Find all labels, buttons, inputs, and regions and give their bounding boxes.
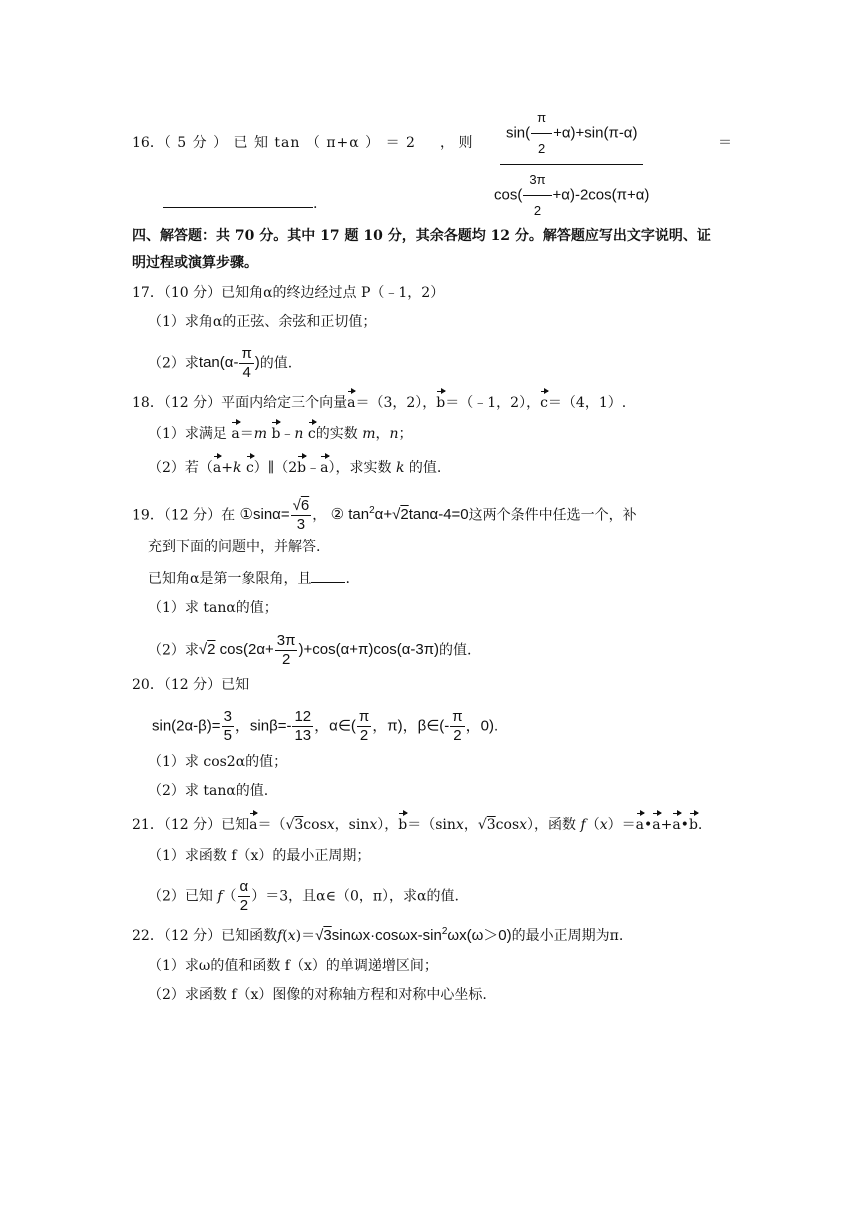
q17-part2: （2）求tan(α- $\frac{\pi}{4}$ )的值. xyxy=(148,345,293,381)
q20-part2: （2）求 tanα的值. xyxy=(148,783,269,799)
q16-then: ， 则 xyxy=(440,135,473,151)
q22-stem: 22．（12 分）已知函数$f(x)=√3\sin\omega x\cdot\cos\omega x-\sin^2\omega x(\omega>0)$的最小正周期为π. xyxy=(132,926,624,944)
q16-fraction xyxy=(487,103,656,226)
q21-part1: （1）求函数 f（x）的最小正周期； xyxy=(148,848,371,864)
q22-function-expression: $√3\sin\omega x\cdot\cos\omega x-\sin^2\omega x(\omega>0)$ xyxy=(315,926,512,944)
q16-stem-text: （ 5 分 ） 已 知 tan （ π+α ） ＝ 2 xyxy=(163,135,416,151)
q21-part2: （2）已知 f（ $\frac{\alpha}{2}$ ）＝3，且α∈（0，π），求α的值. xyxy=(148,878,459,914)
q22-part2: （2）求函数 f（x）图像的对称轴方程和对称中心坐标. xyxy=(148,987,487,1003)
q19-line2: 充到下面的问题中，并解答. xyxy=(148,539,321,555)
q16-stem xyxy=(132,133,416,153)
q17-part2-expression: tan(α- $\frac{\pi}{4}$ ) xyxy=(198,345,260,381)
q19-condition-1: ①sinα= $\frac{√6}{3}$ xyxy=(239,497,310,533)
q21-stem: 21．（12 分）已知a＝（√3cosx，sinx），b＝（sinx，√3cosx），函数 f（x）＝a•a+a•b. xyxy=(132,817,703,833)
q16-answer-blank: . xyxy=(163,193,317,214)
q19-part2: （2）求√2 cos(2α+ $\frac{3\pi}{2}$ )+cos(α+π)cos(α-3π)的值. xyxy=(148,632,472,668)
q17-part1: （1）求角α的正弦、余弦和正切值； xyxy=(148,314,377,330)
section4-heading-line1: 四、解答题：共 70 分。其中 17 题 10 分，其余各题均 12 分。解答题应写出文字说明、证 xyxy=(132,228,711,244)
q20-stem: 20．（12 分）已知 xyxy=(132,677,250,693)
q18-part2: （2）若（a+k c）∥（2b﹣a），求实数 k 的值. xyxy=(148,460,442,476)
q18-part1: （1）求满足 a＝m b﹣n c的实数 m，n； xyxy=(148,426,413,442)
q17-stem: 17．（10 分）已知角α的终边经过点 P（﹣1，2） xyxy=(132,285,445,301)
q19-part1: （1）求 tanα的值； xyxy=(148,600,278,616)
q16-fraction-numerator: sin( $\frac{\pi}{2}$ +α)+sin(π-α) xyxy=(500,103,644,165)
q22-part1: （1）求ω的值和函数 f（x）的单调递增区间； xyxy=(148,958,438,974)
q16-equals: ＝ xyxy=(718,135,732,151)
q19-part2-expression: √2 cos(2α+ $\frac{3\pi}{2}$ )+cos(α+π)cos(α-3π) xyxy=(198,632,440,668)
q16-fraction-denominator: cos( $\frac{3\pi}{2}$ +α)-2cos(π+α) xyxy=(488,165,655,226)
q19-line3: 已知角α是第一象限角，且 . xyxy=(148,568,350,589)
q20-given: sin(2α-β)= $\frac{3}{5}$ ，sinβ=- $\frac{12}{13}$ ，α∈( $\frac{\pi}{2}$ ，π)，β∈(- $\frac{\pi}{2}$ ，0). xyxy=(152,708,499,744)
q18-stem: 18．（12 分）平面内给定三个向量a＝（3，2），b＝（﹣1，2），c＝（4，1）. xyxy=(132,395,627,411)
q20-part1: （1）求 cos2α的值； xyxy=(148,754,288,770)
section4-heading-line2: 明过程或演算步骤。 xyxy=(132,255,258,271)
q19-stem: 19．（12 分）在 ①sinα= $\frac{√6}{3}$ ， ② $\tan^2\alpha+√2\tan\alpha-4=0$这两个条件中任选一个，补 xyxy=(132,497,637,533)
q16-number: 16． xyxy=(132,135,164,151)
q19-condition-2: ② $\tan^2\alpha+√2\tan\alpha-4=0$ xyxy=(330,505,469,524)
